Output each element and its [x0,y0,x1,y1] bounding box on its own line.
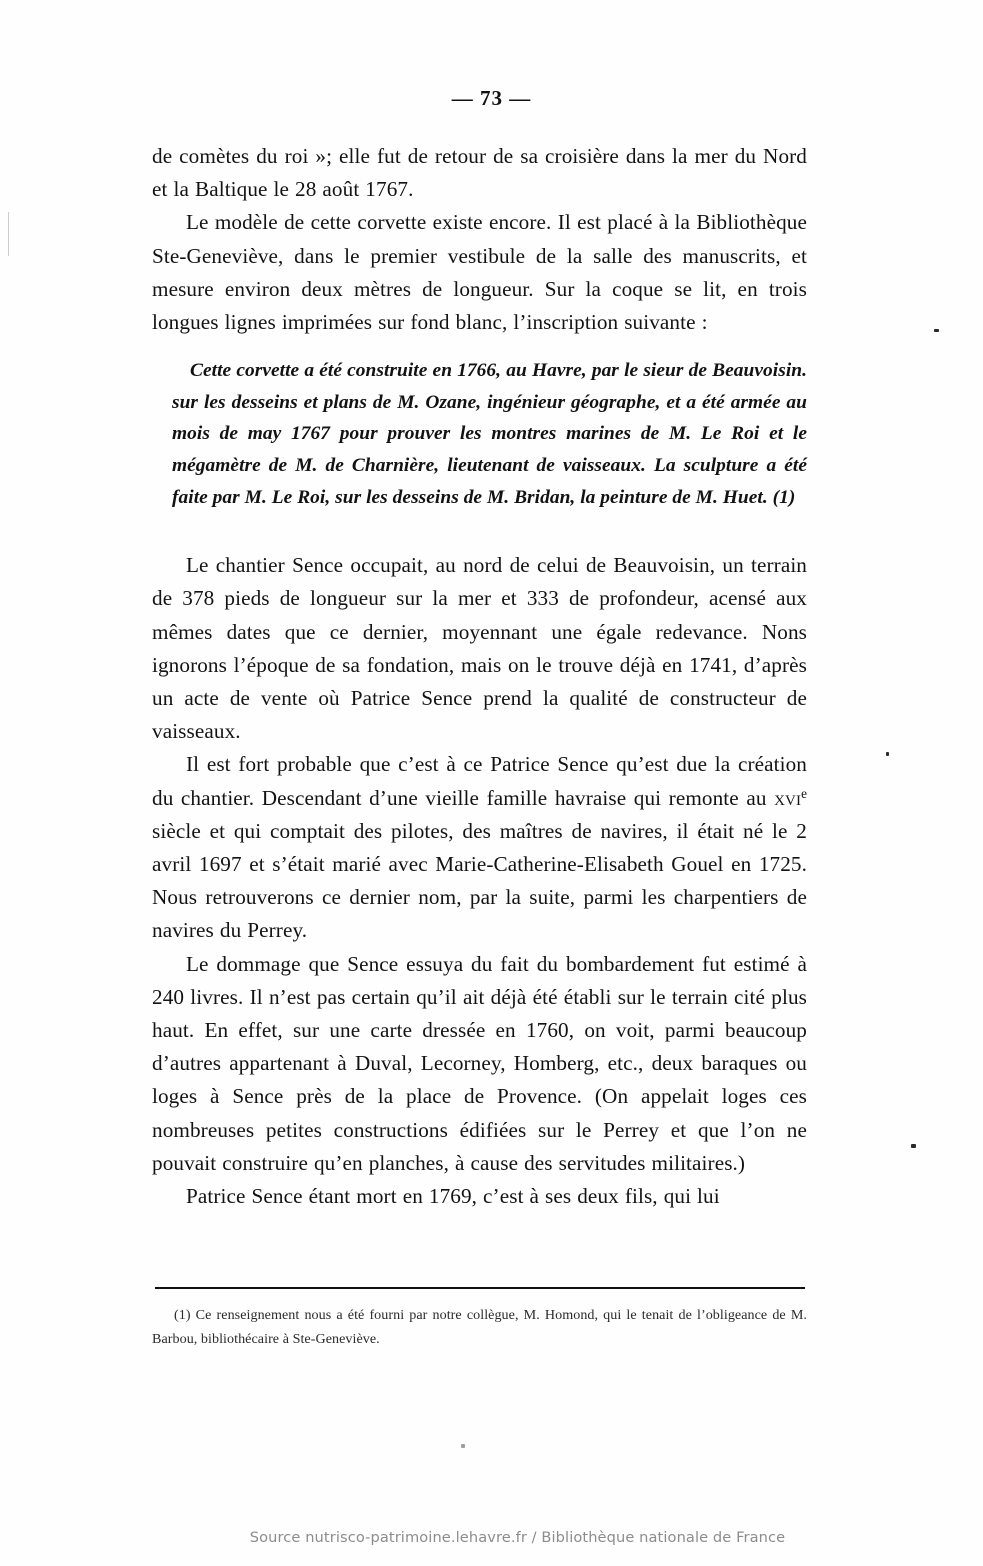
scan-speck-artifact [934,329,939,332]
patrice-text-after-roman: siècle et qui comptait des pilotes, des maîtres de navires, il était né le 2 avril 1697 et s’était marié avec Marie-Catherine-Elisabeth Gouel en 1725. Nous retrouverons ce dernier nom, par la suite, parmi les charpentiers de navires du Perrey. [152,818,807,943]
scan-speck-artifact [911,1144,916,1148]
paragraph-mort-1769: Patrice Sence étant mort en 1769, c’est à ses deux fils, qui lui [186,1184,720,1209]
block-spacer [152,523,807,549]
source-attribution-text: Source nutrisco-patrimoine.lehavre.fr / Bibliothèque nationale de France [249,1529,786,1546]
scan-speck-artifact [886,752,889,756]
inscription-text: Cette corvette a été construite en 1766, au Havre, par le sieur de Beauvoisin. sur les desseins et plans de M. Ozane, ingénieur géographe, et a été armée au mois de may 1767 pour prouver les montres marines de M. Le Roi et le mégamètre de M. de Charnière, lieutenant de vaisseaux. La sculpture a été faite par M. Le Roi, sur les desseins de M. Bridan, la peinture de M. Huet. (1) [172,360,807,508]
paragraph-chantier-sence: Le chantier Sence occupait, au nord de celui de Beauvoisin, un terrain de 378 pieds de longueur sur la mer et 333 de profondeur, acensé aux mêmes dates que ce dernier, moyennant une égale redevance. Nons ignorons l’époque de sa fondation, mais on le trouve déjà en 1741, d’après un acte de vente où Patrice Sence prend la qualité de constructeur de vaisseaux. [152,553,807,744]
paragraph-modele-corvette: Le modèle de cette corvette existe encore. Il est placé à la Bibliothèque Ste-Geneviève, dans le premier vestibule de la salle des manuscrits, et mesure environ deux mètres de longueur. Sur la coque se lit, en trois longues lignes imprimées sur fond blanc, l’inscription suivante : [152,210,807,335]
main-text-column [152,140,807,1213]
roman-ordinal-suffix: e [801,785,807,801]
footnote-separator-rule [155,1287,805,1289]
patrice-text-before-roman: Il est fort probable que c’est à ce Patrice Sence qu’est due la création du chantier. Descendant d’une vieille famille havraise qui remonte au [152,752,807,810]
footnote-text: (1) Ce renseignement nous a été fourni par notre collègue, M. Homond, qui le tenait de l’obligeance de M. Barbou, bibliothécaire à Ste-Geneviève. [152,1307,807,1347]
paragraph-patrice-sence [152,748,807,947]
page-number-folio: — 73 — [451,86,532,110]
roman-numeral-century: xvi [774,785,802,810]
scan-speck-artifact [461,1444,465,1448]
paragraph-continuation: de comètes du roi »; elle fut de retour de sa croisière dans la mer du Nord et la Baltique le 28 août 1767. [152,144,807,202]
inscription-block [152,355,807,513]
paragraph-dommage-bombardement: Le dommage que Sence essuya du fait du bombardement fut estimé à 240 livres. Il n’est pas certain qu’il ait déjà été établi sur le terrain cité plus haut. En effet, sur une carte dressée en 1760, on voit, parmi beaucoup d’autres appartenant à Duval, Lecorney, Homberg, etc., deux baraques ou loges à Sence près de la place de Provence. (On appelait loges ces nombreuses petites constructions édifiées sur le Perrey et que l’on ne pouvait construire qu’en planches, à cause des servitudes militaires.) [152,951,807,1175]
scan-edge-artifact [8,212,9,256]
digital-library-source-footer [0,1529,983,1546]
